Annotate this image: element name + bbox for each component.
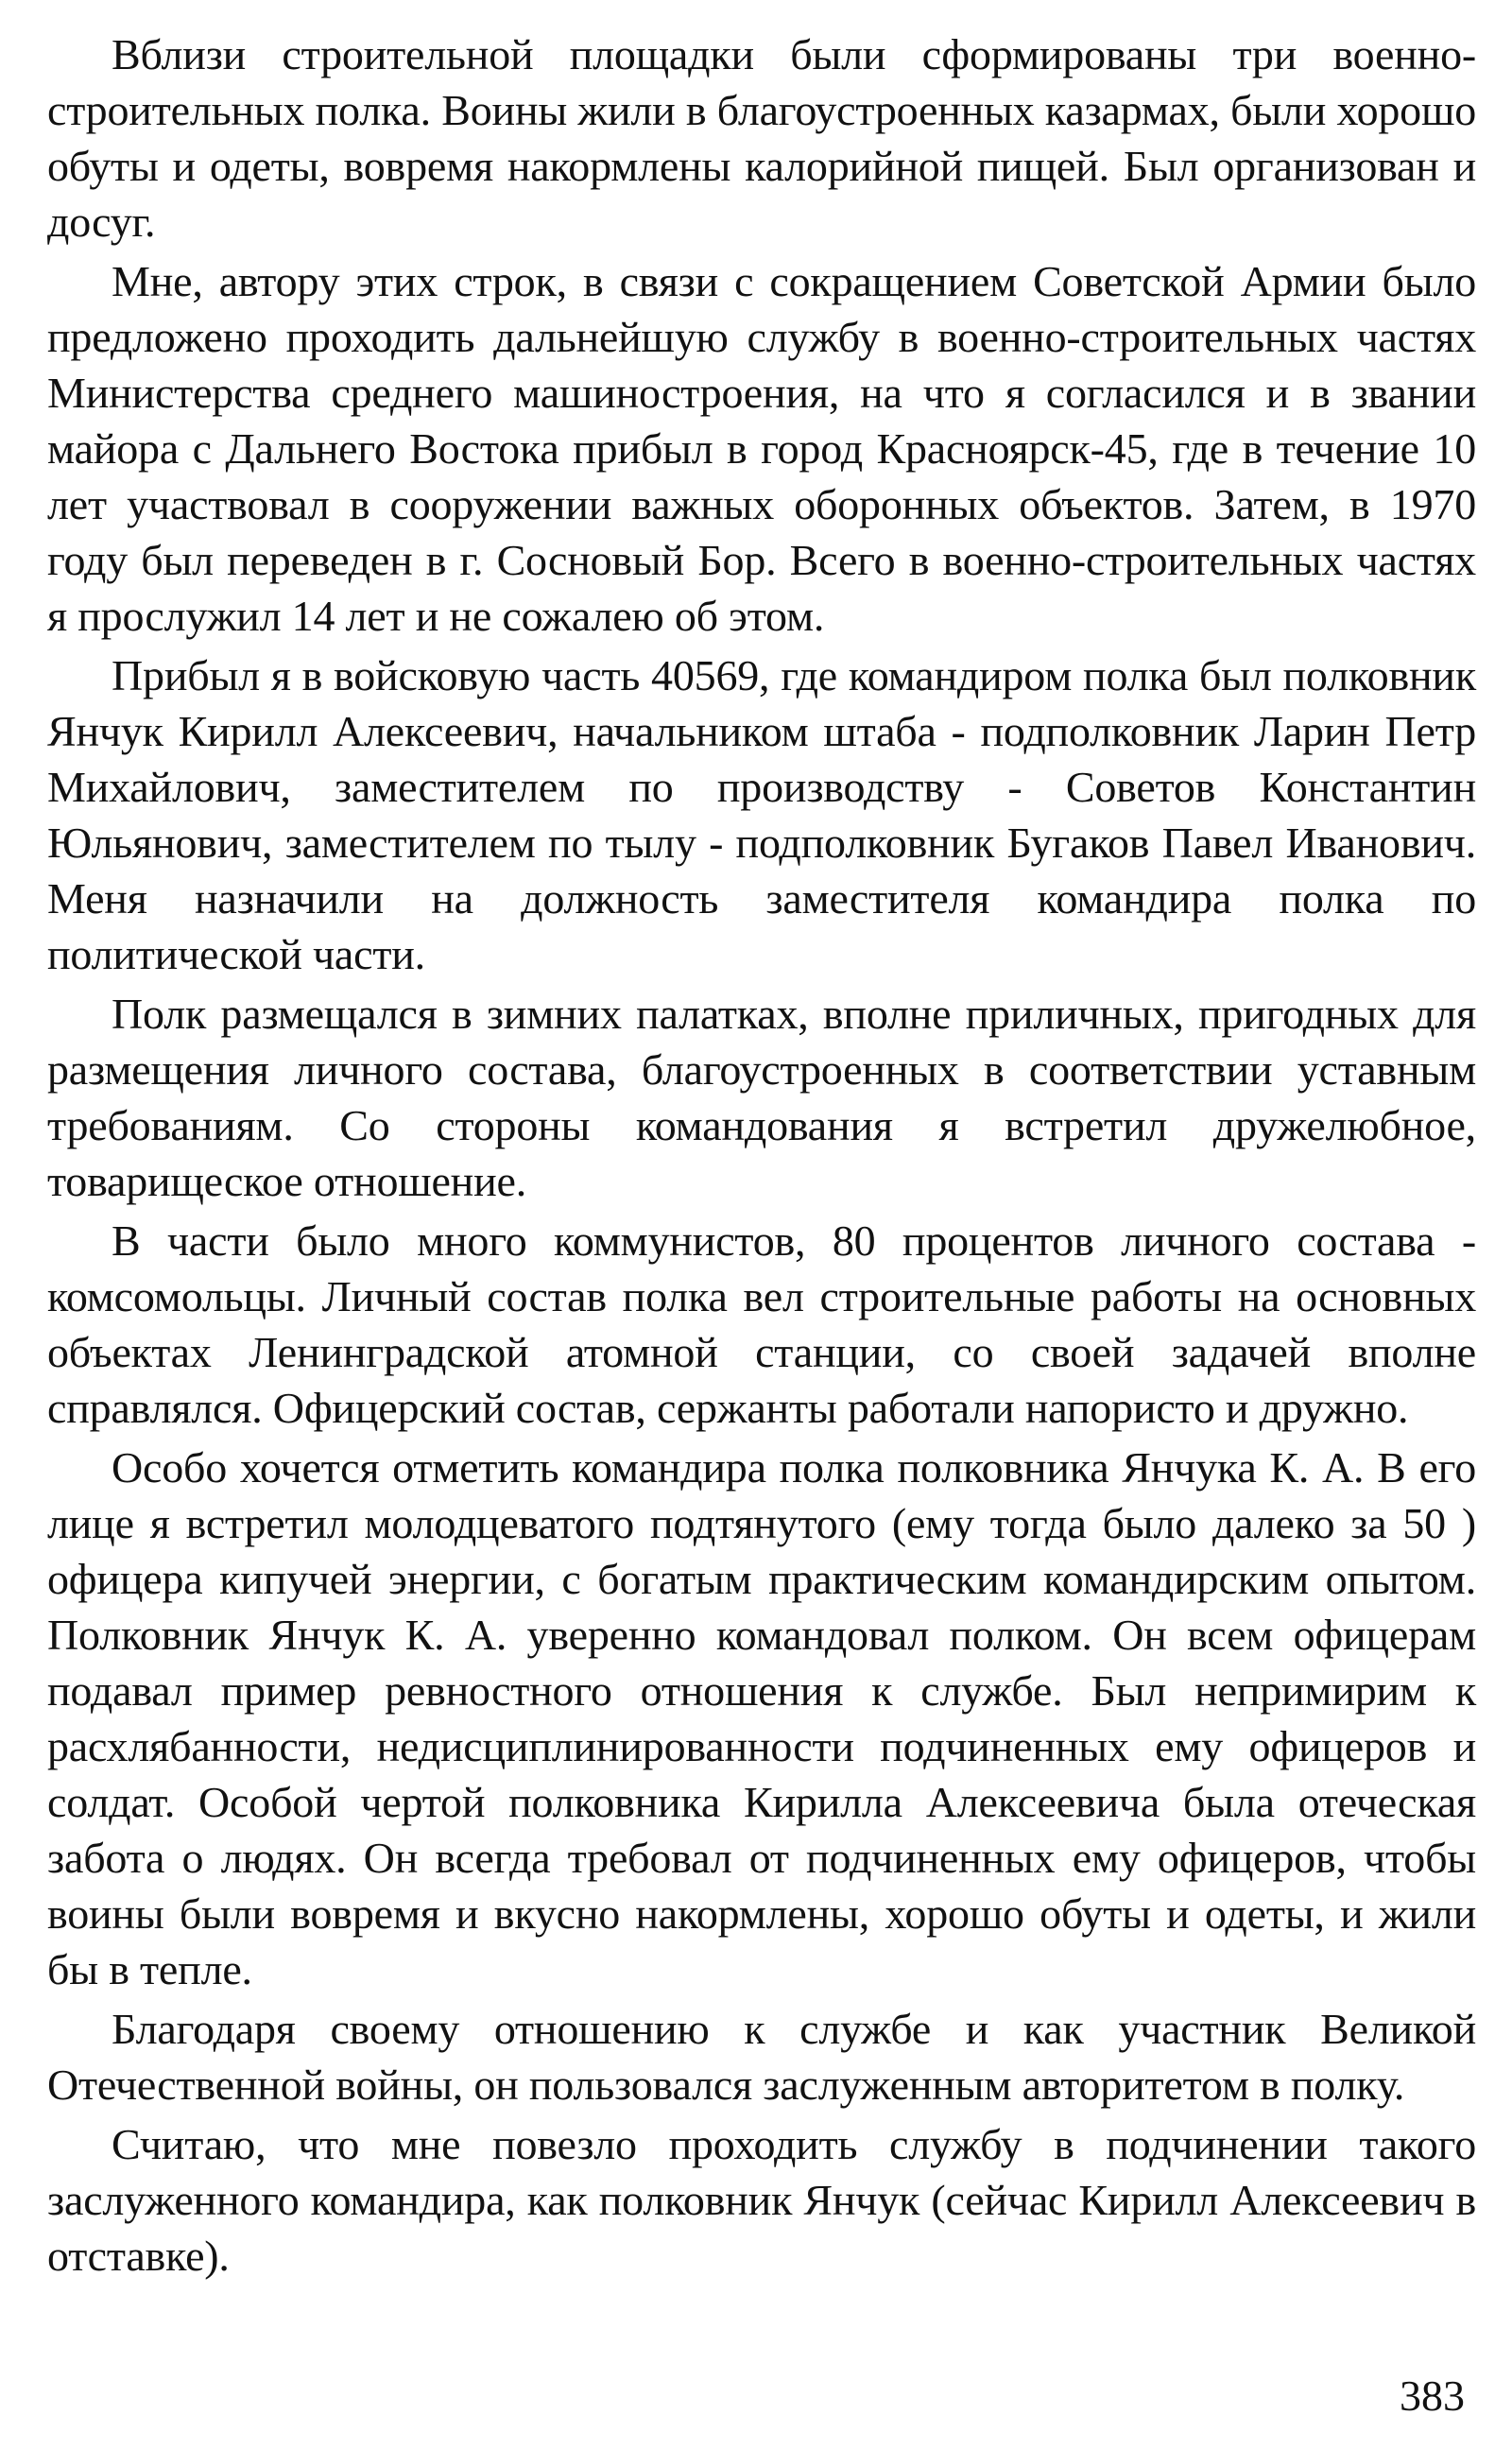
body-text <box>47 26 1476 2287</box>
paragraph-7: Благодаря своему отношению к службе и как участник Великой Отечественной войны, он пользовался заслуженным авторитетом в полку. <box>47 2005 1476 2109</box>
paragraph-6: Особо хочется отметить командира полка полковника Янчука К. А. В его лице я встретил молодцеватого подтянутого (ему тогда было далеко за 50 ) офицера кипучей энергии, с богатым практическим командирским опытом. Полковник Янчук К. А. уверенно командовал полком. Он всем офицерам подавал пример ревностного отношения к службе. Был непримирим к расхлябанности, недисциплинированности подчиненных ему офицеров и солдат. Особой чертой полковника Кирилла Алексеевича была отеческая забота о людях. Он всегда требовал от подчиненных ему офицеров, чтобы воины были вовремя и вкусно накормлены, хорошо обуты и одеты, и жили бы в тепле. <box>47 1443 1476 1993</box>
paragraph-1: Вблизи строительной площадки были сформированы три военно-строительных полка. Воины жили в благоустроенных казармах, были хорошо обуты и одеты, вовремя накормлены калорийной пищей. Был организован и досуг. <box>47 30 1476 246</box>
paragraph-3: Прибыл я в войсковую часть 40569, где командиром полка был полковник Янчук Кирилл Алексеевич, начальником штаба - подполковник Ларин Петр Михайлович, заместителем по производству - Советов Константин Юльянович, заместителем по тылу - подполковник Бугаков Павел Иванович. Меня назначили на должность заместителя командира полка по политической части. <box>47 651 1476 978</box>
paragraph-2: Мне, автору этих строк, в связи с сокращением Советской Армии было предложено проходить дальнейшую службу в военно-строительных частях Министерства среднего машиностроения, на что я согласился и в звании майора с Дальнего Востока прибыл в город Красноярск-45, где в течение 10 лет участвовал в сооружении важных оборонных объектов. Затем, в 1970 году был переведен в г. Сосновый Бор. Всего в военно-строительных частях я прослужил 14 лет и не сожалею об этом. <box>47 257 1476 640</box>
paragraph-4: Полк размещался в зимних палатках, вполне приличных, пригодных для размещения личного состава, благоустроенных в соответствии уставным требованиям. Со стороны командования я встретил дружелюбное, товарищеское отношение. <box>47 990 1476 1205</box>
page-number: 383 <box>1400 2371 1465 2420</box>
paragraph-5: В части было много коммунистов, 80 процентов личного состава - комсомольцы. Личный состав полка вел строительные работы на основных объектах Ленинградской атомной станции, со своей задачей вполне справлялся. Офицерский состав, сержанты работали напористо и дружно. <box>47 1216 1476 1432</box>
paragraph-8: Считаю, что мне повезло проходить службу в подчинении такого заслуженного командира, как полковник Янчук (сейчас Кирилл Алексеевич в отставке). <box>47 2120 1476 2280</box>
